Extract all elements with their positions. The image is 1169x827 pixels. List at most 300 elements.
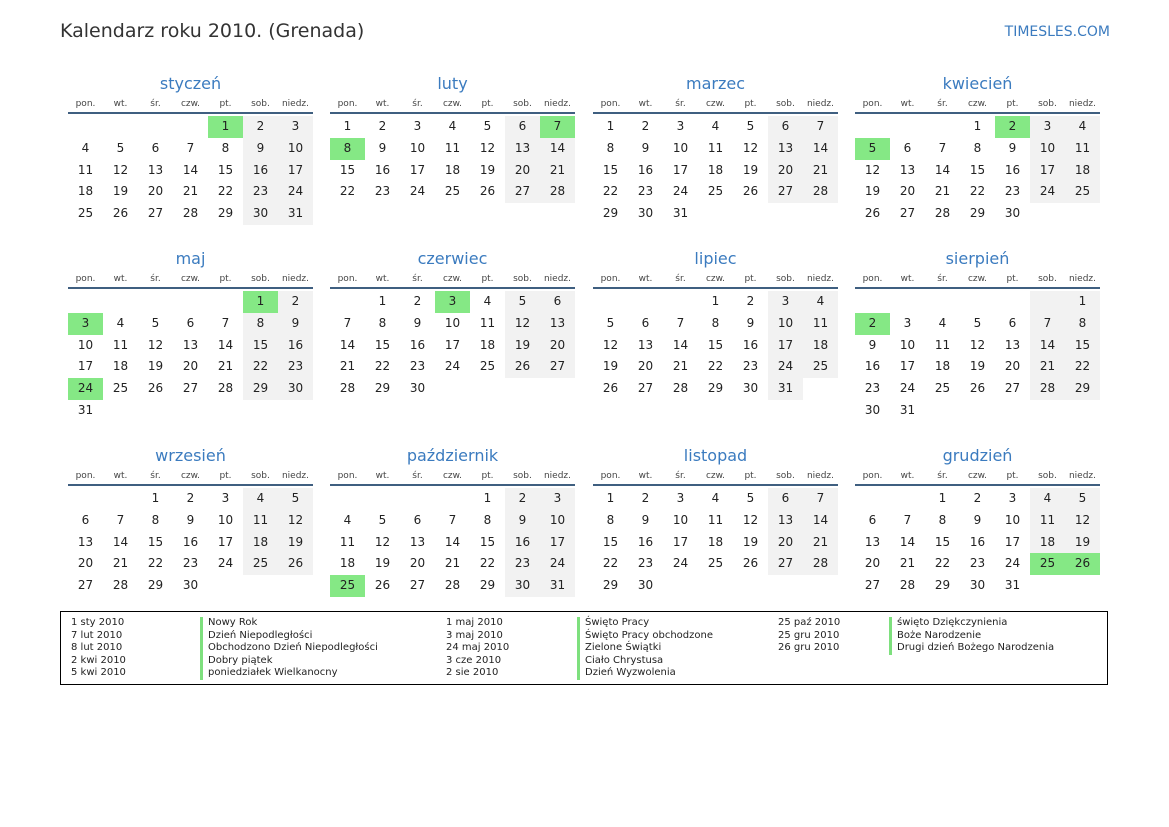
weekday-label: czw. <box>442 471 463 481</box>
weekday-header <box>68 471 313 481</box>
weekday-label: sob. <box>513 99 532 109</box>
weekday-label: sob. <box>251 99 270 109</box>
day-cell: 10 <box>768 313 803 335</box>
day-cell: 14 <box>444 534 461 549</box>
month-name: lipiec <box>694 249 737 268</box>
day-cell: 6 <box>413 512 422 527</box>
day-cell-empty <box>208 291 243 313</box>
site-link[interactable]: TIMESLES.COM <box>1004 24 1110 40</box>
weekday-label: wt. <box>113 274 128 284</box>
day-cell: 31 <box>1004 578 1021 593</box>
legend-date: 24 maj 2010 <box>446 642 510 653</box>
weekday-label: sob. <box>1038 99 1057 109</box>
day-cell: 23 <box>182 556 199 571</box>
day-cell: 3 <box>676 119 685 133</box>
day-cell: 15 <box>969 162 986 177</box>
month-8 <box>68 446 313 597</box>
day-cell: 2 <box>746 294 755 308</box>
day-cell-empty <box>1065 203 1100 225</box>
weekday-label: śr. <box>937 274 948 284</box>
day-cell: 26 <box>479 184 496 199</box>
day-cell: 24 <box>409 184 426 199</box>
day-cell-empty <box>1030 575 1065 597</box>
day-cell-empty <box>855 116 890 138</box>
day-cell: 14 <box>672 337 689 352</box>
weekday-label: pon. <box>862 99 883 109</box>
days-grid <box>855 488 1100 597</box>
holiday-legend <box>60 611 1108 685</box>
legend-holiday-name: Ciało Chrystusa <box>577 655 713 668</box>
weekday-header <box>68 99 313 109</box>
day-cell: 2 <box>973 491 982 505</box>
weekday-label: wt. <box>375 99 390 109</box>
month-name: maj <box>175 249 206 268</box>
holiday-day-cell: 2 <box>855 313 890 335</box>
legend-date: 2 kwi 2010 <box>71 654 126 666</box>
day-cell: 1 <box>973 119 982 133</box>
day-cell: 11 <box>243 510 278 532</box>
day-cell: 25 <box>1065 181 1100 203</box>
day-cell: 10 <box>899 337 916 352</box>
header-rule <box>593 287 838 289</box>
day-cell: 9 <box>641 512 650 527</box>
day-cell: 25 <box>444 184 461 199</box>
holiday-day-cell: 1 <box>243 291 278 313</box>
month-name: styczeń <box>159 74 222 93</box>
day-cell: 7 <box>803 488 838 510</box>
weekday-label: sob. <box>251 274 270 284</box>
weekday-label: wt. <box>113 471 128 481</box>
day-cell: 30 <box>637 206 654 221</box>
legend-date: 25 paź 2010 <box>778 617 841 628</box>
day-cell: 10 <box>77 337 94 352</box>
day-cell: 27 <box>899 206 916 221</box>
day-cell: 13 <box>540 313 575 335</box>
weekday-label: sob. <box>513 471 532 481</box>
day-cell: 19 <box>374 556 391 571</box>
day-cell: 30 <box>742 381 759 396</box>
day-cell: 11 <box>1065 138 1100 160</box>
day-cell: 7 <box>343 315 352 330</box>
day-cell: 7 <box>938 140 947 155</box>
days-grid <box>593 116 838 225</box>
day-cell-empty <box>925 116 960 138</box>
weekday-label: śr. <box>150 471 161 481</box>
day-cell: 22 <box>339 184 356 199</box>
day-cell: 13 <box>864 534 881 549</box>
day-cell: 13 <box>899 162 916 177</box>
day-cell: 10 <box>672 512 689 527</box>
day-cell: 11 <box>77 162 94 177</box>
weekday-label: śr. <box>675 471 686 481</box>
day-cell: 1 <box>606 491 615 505</box>
day-cell: 29 <box>217 206 234 221</box>
header-rule <box>855 112 1100 114</box>
day-cell: 2 <box>413 294 422 308</box>
day-cell: 1 <box>151 491 160 505</box>
month-0 <box>68 74 313 225</box>
day-cell: 7 <box>448 512 457 527</box>
weekday-label: pt. <box>219 471 232 481</box>
day-cell-empty <box>1030 203 1065 225</box>
weekday-label: pt. <box>1006 99 1019 109</box>
holiday-day-cell: 24 <box>68 378 103 400</box>
weekday-label: pon. <box>75 274 96 284</box>
day-cell: 14 <box>1030 335 1065 357</box>
day-cell-empty <box>925 291 960 313</box>
weekday-label: pt. <box>481 274 494 284</box>
weekday-header <box>593 99 838 109</box>
day-cell: 21 <box>112 556 129 571</box>
header-rule <box>330 287 575 289</box>
day-cell: 30 <box>278 378 313 400</box>
day-cell-empty <box>768 575 803 597</box>
day-cell: 26 <box>742 556 759 571</box>
day-cell: 23 <box>505 553 540 575</box>
day-cell: 31 <box>899 402 916 417</box>
day-cell: 4 <box>1065 116 1100 138</box>
day-cell: 20 <box>1004 359 1021 374</box>
day-cell: 4 <box>711 119 720 133</box>
weekday-label: czw. <box>442 99 463 109</box>
day-cell: 17 <box>1030 160 1065 182</box>
day-cell: 23 <box>969 556 986 571</box>
weekday-label: czw. <box>967 99 988 109</box>
day-cell: 18 <box>803 335 838 357</box>
day-cell: 12 <box>742 140 759 155</box>
day-cell: 1 <box>378 294 387 308</box>
day-cell: 22 <box>243 356 278 378</box>
day-cell: 21 <box>672 359 689 374</box>
legend-holiday-name: Nowy Rok <box>200 617 378 630</box>
day-cell: 10 <box>1004 512 1021 527</box>
day-cell: 7 <box>676 315 685 330</box>
day-cell-empty <box>890 291 925 313</box>
day-cell: 18 <box>1030 532 1065 554</box>
page-title: Kalendarz roku 2010. (Grenada) <box>60 20 365 42</box>
day-cell: 10 <box>409 140 426 155</box>
day-cell-empty <box>733 575 768 597</box>
legend-names-col-1 <box>200 617 378 680</box>
day-cell: 21 <box>217 359 234 374</box>
day-cell: 3 <box>903 315 912 330</box>
weekday-label: sob. <box>776 99 795 109</box>
day-cell: 8 <box>606 140 615 155</box>
day-cell: 20 <box>147 184 164 199</box>
day-cell: 21 <box>1030 356 1065 378</box>
day-cell: 24 <box>672 184 689 199</box>
header-rule <box>855 484 1100 486</box>
day-cell: 15 <box>934 534 951 549</box>
day-cell: 16 <box>182 534 199 549</box>
day-cell: 14 <box>803 138 838 160</box>
day-cell: 20 <box>409 556 426 571</box>
day-cell: 18 <box>112 359 129 374</box>
day-cell: 6 <box>903 140 912 155</box>
days-grid <box>330 116 575 203</box>
day-cell-empty <box>803 203 838 225</box>
day-cell: 14 <box>217 337 234 352</box>
weekday-label: wt. <box>900 99 915 109</box>
day-cell: 13 <box>409 534 426 549</box>
day-cell: 29 <box>374 381 391 396</box>
weekday-label: sob. <box>513 274 532 284</box>
days-grid <box>68 116 313 225</box>
weekday-label: sob. <box>1038 274 1057 284</box>
day-cell: 3 <box>768 291 803 313</box>
day-cell: 29 <box>243 378 278 400</box>
day-cell: 17 <box>899 359 916 374</box>
weekday-label: czw. <box>442 274 463 284</box>
day-cell: 4 <box>448 119 457 133</box>
day-cell: 3 <box>278 116 313 138</box>
day-cell: 10 <box>540 510 575 532</box>
day-cell: 21 <box>540 160 575 182</box>
day-cell: 29 <box>147 578 164 593</box>
day-cell: 31 <box>672 206 689 221</box>
day-cell: 1 <box>606 119 615 133</box>
day-cell: 1 <box>711 294 720 308</box>
weekday-label: niedz. <box>543 274 572 284</box>
day-cell-empty <box>173 400 208 422</box>
legend-holiday-name: Święto Pracy <box>577 617 713 630</box>
day-cell-empty <box>505 378 540 400</box>
weekday-label: pt. <box>219 274 232 284</box>
day-cell: 17 <box>672 162 689 177</box>
days-grid <box>330 488 575 597</box>
day-cell: 9 <box>243 138 278 160</box>
weekday-label: wt. <box>638 471 653 481</box>
header-rule <box>593 484 838 486</box>
day-cell: 12 <box>505 313 540 335</box>
day-cell: 19 <box>479 162 496 177</box>
day-cell: 13 <box>1004 337 1021 352</box>
day-cell: 8 <box>378 315 387 330</box>
weekday-label: śr. <box>675 274 686 284</box>
weekday-label: wt. <box>113 99 128 109</box>
day-cell: 28 <box>803 553 838 575</box>
day-cell: 23 <box>409 359 426 374</box>
day-cell: 3 <box>221 491 230 505</box>
day-cell-empty <box>1065 575 1100 597</box>
weekday-label: pt. <box>481 471 494 481</box>
day-cell-empty <box>663 575 698 597</box>
day-cell: 27 <box>540 356 575 378</box>
day-cell: 28 <box>444 578 461 593</box>
day-cell: 24 <box>1030 181 1065 203</box>
legend-holiday-name: Święto Pracy obchodzone <box>577 630 713 643</box>
day-cell: 12 <box>374 534 391 549</box>
weekday-label: niedz. <box>281 274 310 284</box>
weekday-header <box>855 99 1100 109</box>
weekday-label: czw. <box>705 274 726 284</box>
day-cell: 21 <box>803 160 838 182</box>
legend-holiday-name: święto Dziękczynienia <box>889 617 1054 630</box>
day-cell-empty <box>1030 400 1065 422</box>
day-cell: 3 <box>413 119 422 133</box>
weekday-label: pt. <box>744 99 757 109</box>
day-cell: 9 <box>186 512 195 527</box>
day-cell: 8 <box>243 313 278 335</box>
weekday-label: wt. <box>638 274 653 284</box>
month-3 <box>855 74 1100 225</box>
legend-holiday-name: Boże Narodzenie <box>889 630 1054 643</box>
day-cell: 16 <box>409 337 426 352</box>
day-cell: 12 <box>278 510 313 532</box>
day-cell: 12 <box>864 162 881 177</box>
day-cell: 4 <box>116 315 125 330</box>
day-cell: 10 <box>1030 138 1065 160</box>
holiday-day-cell: 1 <box>208 116 243 138</box>
month-9 <box>330 446 575 597</box>
day-cell: 21 <box>444 556 461 571</box>
month-5 <box>330 249 575 400</box>
day-cell: 15 <box>1065 335 1100 357</box>
day-cell: 30 <box>182 578 199 593</box>
day-cell-empty <box>103 400 138 422</box>
day-cell: 13 <box>77 534 94 549</box>
day-cell-empty <box>330 291 365 313</box>
day-cell: 15 <box>217 162 234 177</box>
day-cell: 14 <box>112 534 129 549</box>
day-cell: 30 <box>969 578 986 593</box>
day-cell: 21 <box>934 184 951 199</box>
weekday-label: niedz. <box>281 471 310 481</box>
day-cell: 24 <box>540 553 575 575</box>
day-cell: 26 <box>374 578 391 593</box>
day-cell-empty <box>698 203 733 225</box>
day-cell: 5 <box>116 140 125 155</box>
weekday-label: pon. <box>600 99 621 109</box>
day-cell: 11 <box>934 337 951 352</box>
day-cell: 9 <box>1008 140 1017 155</box>
legend-date: 25 gru 2010 <box>778 629 840 641</box>
day-cell: 25 <box>479 359 496 374</box>
header-rule <box>68 484 313 486</box>
weekday-label: pt. <box>744 274 757 284</box>
day-cell: 6 <box>641 315 650 330</box>
day-cell-empty <box>698 575 733 597</box>
day-cell: 18 <box>77 184 94 199</box>
weekday-header <box>330 471 575 481</box>
day-cell: 24 <box>768 356 803 378</box>
day-cell: 19 <box>742 534 759 549</box>
legend-holiday-name: Obchodzono Dzień Niepodległości <box>200 642 378 655</box>
day-cell: 19 <box>602 359 619 374</box>
day-cell: 14 <box>339 337 356 352</box>
day-cell: 6 <box>768 116 803 138</box>
day-cell: 27 <box>182 381 199 396</box>
day-cell-empty <box>995 291 1030 313</box>
legend-date: 5 kwi 2010 <box>71 667 126 678</box>
day-cell: 21 <box>339 359 356 374</box>
day-cell: 13 <box>505 138 540 160</box>
days-grid <box>855 291 1100 422</box>
day-cell: 22 <box>374 359 391 374</box>
day-cell: 6 <box>768 488 803 510</box>
day-cell-empty <box>330 488 365 510</box>
day-cell: 22 <box>1065 356 1100 378</box>
month-10 <box>593 446 838 597</box>
header-rule <box>593 112 838 114</box>
day-cell: 31 <box>77 402 94 417</box>
day-cell: 16 <box>374 162 391 177</box>
day-cell: 9 <box>413 315 422 330</box>
weekday-header <box>593 471 838 481</box>
legend-holiday-name: Zielone Świątki <box>577 642 713 655</box>
day-cell: 15 <box>602 534 619 549</box>
day-cell: 19 <box>505 335 540 357</box>
day-cell: 27 <box>77 578 94 593</box>
day-cell: 6 <box>540 291 575 313</box>
weekday-label: niedz. <box>281 99 310 109</box>
day-cell: 15 <box>707 337 724 352</box>
day-cell-empty <box>173 116 208 138</box>
day-cell: 23 <box>637 556 654 571</box>
header-rule <box>330 112 575 114</box>
day-cell: 27 <box>768 181 803 203</box>
month-6 <box>593 249 838 400</box>
day-cell: 1 <box>938 491 947 505</box>
day-cell: 28 <box>672 381 689 396</box>
day-cell-empty <box>103 291 138 313</box>
weekday-label: pon. <box>862 274 883 284</box>
day-cell: 17 <box>217 534 234 549</box>
day-cell: 22 <box>707 359 724 374</box>
day-cell: 15 <box>339 162 356 177</box>
day-cell: 11 <box>1030 510 1065 532</box>
days-grid <box>68 488 313 597</box>
day-cell: 15 <box>602 162 619 177</box>
day-cell: 28 <box>540 181 575 203</box>
day-cell: 17 <box>540 532 575 554</box>
month-11 <box>855 446 1100 597</box>
legend-date: 3 cze 2010 <box>446 654 502 666</box>
day-cell: 16 <box>505 532 540 554</box>
day-cell: 28 <box>217 381 234 396</box>
day-cell: 12 <box>602 337 619 352</box>
day-cell: 16 <box>278 335 313 357</box>
day-cell: 26 <box>864 206 881 221</box>
day-cell: 16 <box>243 160 278 182</box>
legend-holiday-name: poniedziałek Wielkanocny <box>200 667 378 680</box>
month-name: luty <box>437 74 468 93</box>
weekday-label: śr. <box>412 99 423 109</box>
day-cell: 2 <box>641 491 650 505</box>
day-cell: 31 <box>540 575 575 597</box>
day-cell: 18 <box>934 359 951 374</box>
day-cell: 11 <box>707 512 724 527</box>
day-cell: 30 <box>1004 206 1021 221</box>
holiday-day-cell: 3 <box>68 313 103 335</box>
day-cell-empty <box>733 203 768 225</box>
day-cell: 24 <box>899 381 916 396</box>
day-cell: 22 <box>934 556 951 571</box>
day-cell-empty <box>138 291 173 313</box>
legend-date: 26 gru 2010 <box>778 642 840 653</box>
day-cell: 7 <box>903 512 912 527</box>
day-cell: 19 <box>1065 532 1100 554</box>
weekday-label: pon. <box>337 99 358 109</box>
weekday-label: pt. <box>744 471 757 481</box>
day-cell: 16 <box>1004 162 1021 177</box>
day-cell: 18 <box>479 337 496 352</box>
day-cell-empty <box>628 291 663 313</box>
day-cell: 14 <box>803 510 838 532</box>
day-cell: 11 <box>112 337 129 352</box>
day-cell: 18 <box>339 556 356 571</box>
day-cell-empty <box>365 488 400 510</box>
